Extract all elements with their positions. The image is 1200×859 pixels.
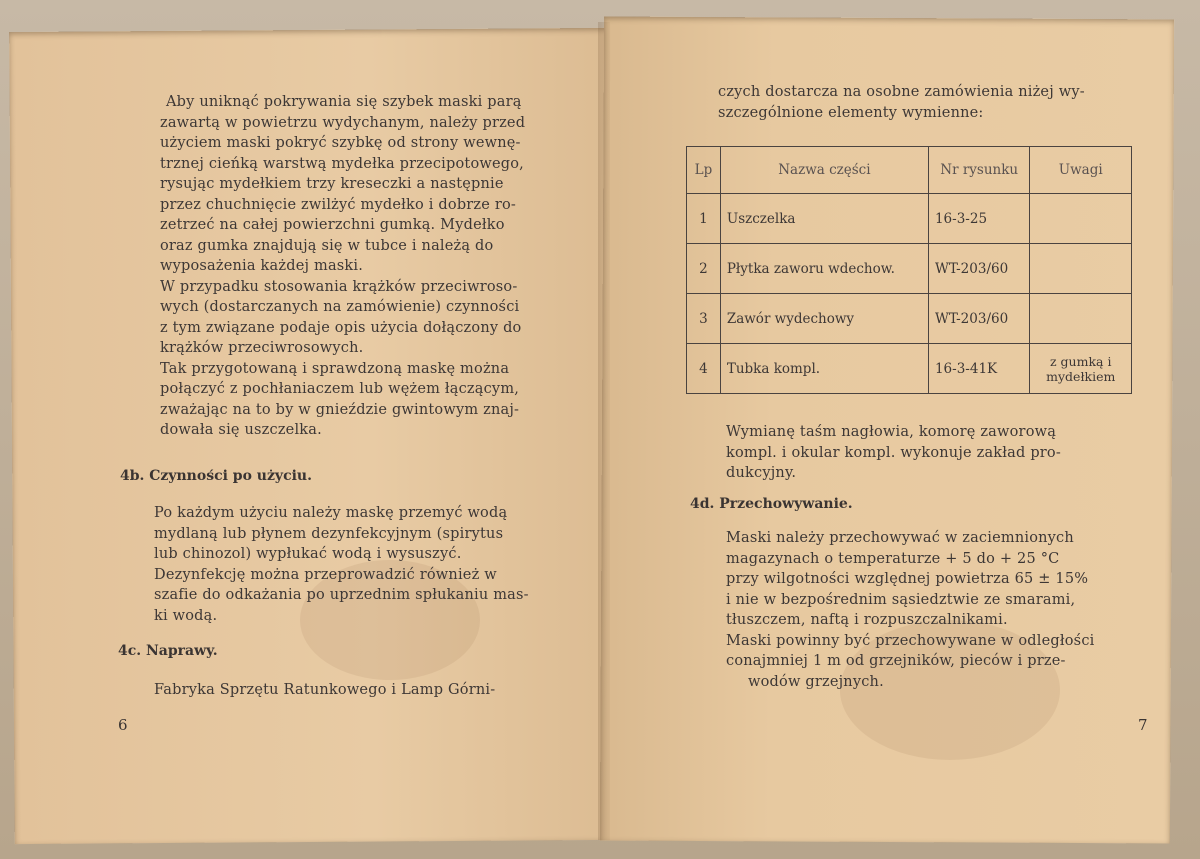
cell-drawing-number: 16-3-25 [928,194,1030,244]
text-line: mydlaną lub płynem dezynfekcyjnym (spirytus [154,525,504,542]
table-row [687,344,1132,394]
text-line: Wymianę taśm nagłowia, komorę zaworową [726,424,1057,440]
cell-remarks [1030,244,1132,294]
text-line: W przypadku stosowania krążków przeciwroso- [160,278,518,295]
text-line: i nie w bezpośrednim sąsiedztwie ze smarami, [726,591,1076,608]
right-paragraph-2 [726,422,1061,484]
text-line: Dezynfekcję można przeprowadzić również w [154,566,497,583]
text-line: Po każdym użyciu należy maskę przemyć wodą [154,505,508,521]
page-number-right: 7 [1138,716,1148,734]
cell-remarks [1030,194,1132,244]
text-line: Aby uniknąć pokrywania się szybek maski parą [166,94,522,110]
text-line: wodów grzejnych. [748,673,884,690]
table-row [687,194,1132,244]
table-row [687,294,1132,344]
header-drawing-number: Nr rysunku [928,147,1030,194]
text-line: czych dostarcza na osobne zamówienia niżej wy- [718,84,1085,100]
text-line: przy wilgotności względnej powietrza 65 ± 15% [726,571,1089,587]
text-line: połączyć z pochłaniaczem lub wężem łączącym, [160,381,520,397]
left-paragraph-1 [160,92,525,441]
text-line: ki wodą. [154,607,218,624]
cell-name: Płytka zaworu wdechow. [720,244,928,294]
cell-lp: 2 [687,244,721,294]
text-line: przez chuchnięcie zwilżyć mydełko i dobrze ro- [160,196,517,213]
text-line: użyciem maski pokryć szybkę od strony wewnę- [160,135,521,151]
text-line: magazynach o temperaturze + 5 do + 25 °C [726,550,1060,567]
left-paragraph-3 [154,680,495,701]
text-line: szczególnione elementy wymienne: [718,104,984,121]
cell-drawing-number: 16-3-41K [928,344,1030,394]
book-gutter [598,22,610,840]
text-line: trznej cieńką warstwą mydełka przecipotowego, [160,155,524,172]
right-paragraph-3 [726,528,1094,692]
table-row [687,244,1132,294]
cell-drawing-number: WT-203/60 [928,294,1030,344]
cell-remarks [1030,294,1132,344]
text-line: zważając na to by w gnieździe gwintowym znaj- [160,401,520,418]
text-line: dowała się uszczelka. [160,422,322,438]
text-line: zawartą w powietrzu wydychanym, należy przed [160,114,526,131]
text-line: lub chinozol) wypłukać wodą i wysuszyć. [154,546,462,562]
header-lp: Lp [687,147,721,194]
section-heading-4c: 4c. Naprawy. [118,643,218,659]
text-line: wych (dostarczanych na zamówienie) czynności [160,299,520,315]
cell-name: Tubka kompl. [720,344,928,394]
cell-name: Zawór wydechowy [720,294,928,344]
text-line: conajmniej 1 m od grzejników, pieców i prze- [726,653,1066,669]
cell-name: Uszczelka [720,194,928,244]
parts-table [686,146,1132,394]
header-remarks: Uwagi [1030,147,1132,194]
text-line: Fabryka Sprzętu Ratunkowego i Lamp Górni- [154,682,496,698]
text-line: kompl. i okular kompl. wykonuje zakład pro- [726,444,1061,461]
cell-lp: 1 [687,194,721,244]
text-line: Tak przygotowaną i sprawdzoną maskę można [160,360,510,377]
text-line: Maski powinny być przechowywane w odległości [726,632,1095,649]
cell-lp: 4 [687,344,721,394]
text-line: wyposażenia każdej maski. [160,258,364,274]
text-line: rysując mydełkiem trzy kreseczki a następnie [160,176,504,192]
table-header-row [687,147,1132,194]
text-line: krążków przeciwrosowych. [160,340,364,356]
text-line: tłuszczem, naftą i rozpuszczalnikami. [726,612,1008,628]
text-line: zetrzeć na całej powierzchni gumką. Mydełko [160,217,505,233]
text-line: dukcyjny. [726,465,797,481]
page-number-left: 6 [118,716,128,734]
text-line: oraz gumka znajdują się w tubce i należą do [160,237,494,254]
left-paragraph-2 [154,503,529,626]
cell-lp: 3 [687,294,721,344]
section-heading-4d: 4d. Przechowywanie. [690,496,853,512]
text-line: z tym związane podaje opis użycia dołączony do [160,319,522,336]
header-name: Nazwa części [720,147,928,194]
section-heading-4b: 4b. Czynności po użyciu. [120,468,312,484]
cell-drawing-number: WT-203/60 [928,244,1030,294]
cell-remarks: z gumką i mydełkiem [1030,344,1132,394]
right-paragraph-1 [718,82,1085,123]
text-line: szafie do odkażania po uprzednim spłukaniu mas- [154,587,529,603]
text-line: Maski należy przechowywać w zaciemnionych [726,530,1074,546]
